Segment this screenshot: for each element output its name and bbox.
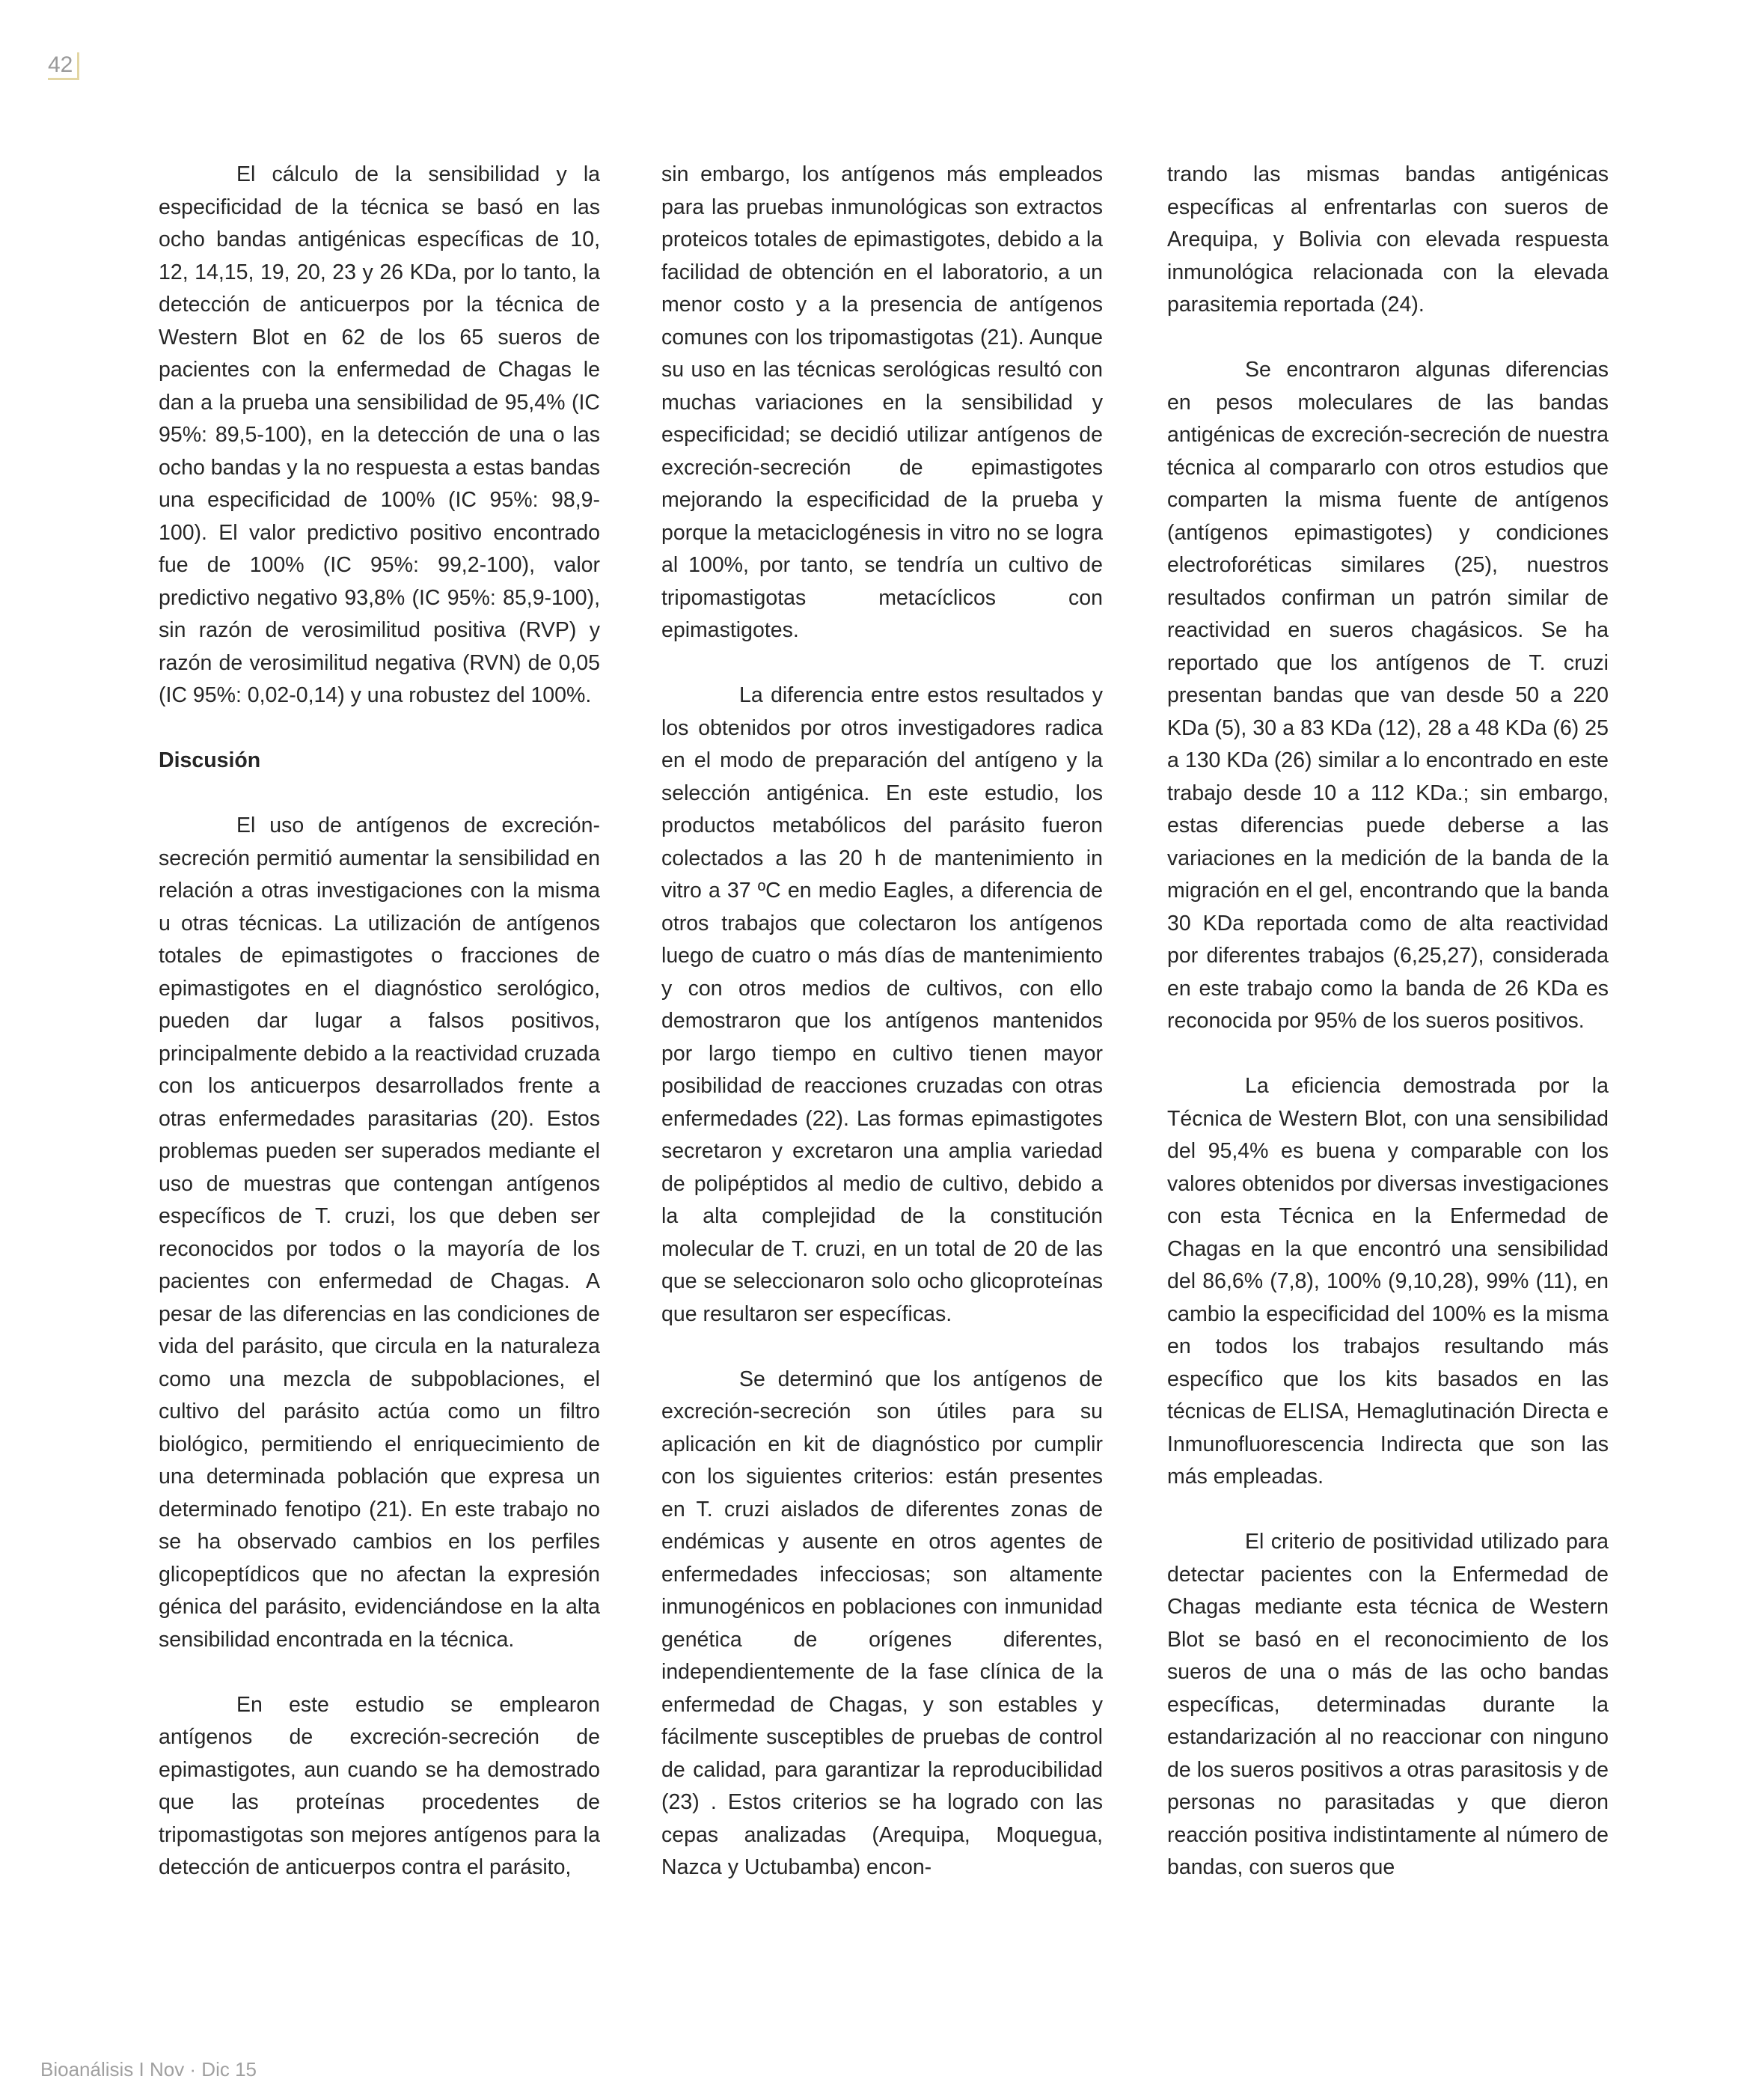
paragraph-efficiency: La eficiencia demostrada por la Técnica de Western Blot, con una sensibilidad del 95,4% es buena y comparable con los valores obtenidos por diversas investigaciones con esta Técnica en la Enfermedad de Chagas en la que encontró una sensibilidad del 86,6% (7,8), 100% (9,10,28), 99% (11), en cambio la especificidad del 100% es la misma en todos los trabajos resultando más específico que los kits basados en las técnicas de ELISA, Hemaglutinación Directa e Inmunofluorescencia Indirecta que son las más empleadas. [1167,1074,1609,1489]
paragraph-positivity-criterion: El criterio de positividad utilizado para detectar pacientes con la Enfermedad de Chagas mediante esta técnica de Western Blot se basó en el reconocimiento de los sueros de una o más de las ocho bandas específicas, determinadas durante la estandarización al no reaccionar con ninguno de los sueros positivos a otras parasitosis y de personas no parasitadas y que dieron reacción positiva indistintamente al número de bandas, con sueros que [1167,1530,1609,1879]
paragraph-diagnostic-kit: Se determinó que los antígenos de excreción-secreción son útiles para su aplicación en kit de diagnóstico por cumplir con los siguientes criterios: están presentes en T. cruzi aislados de diferentes zonas de endémicas y ausente en otros agentes de enfermedades infecciosas; son altamente inmunogénicos en poblaciones con inmunidad genética de orígenes diferentes, independientemente de la fase clínica de la enfermedad de Chagas, y son estables y fácilmente susceptibles de pruebas de control de calidad, para garantizar la reproducibilidad (23) . Estos criterios se ha logrado con las cepas analizadas (Arequipa, Moquegua, Nazca y Uctubamba) encon- [661,1367,1103,1879]
section-heading-discusion: Discusión [159,748,261,772]
paragraph-molecular-weights: Se encontraron algunas diferencias en pesos moleculares de las bandas antigénicas de excreción-secreción de nuestra técnica al compararlo con otros estudios que comparten la misma fuente de antígenos (antígenos epimastigotes) y condiciones electroforéticas similares (25), nuestros resultados confirman un patrón similar de reactividad en sueros chagásicos. Se ha reportado que los antígenos de T. cruzi presentan bandas que van desde 50 a 220 KDa (5), 30 a 83 KDa (12), 28 a 48 KDa (6) 25 a 130 KDa (26) similar a lo encontrado en este trabajo desde 10 a 112 KDa.; sin embargo, estas diferencias puede deberse a las variaciones en la medición de la banda de la migración en el gel, encontrando que la banda 30 KDa reportada como de alta reactividad por diferentes trabajos (6,25,27), considerada en este trabajo como la banda de 26 KDa es reconocida por 95% de los sueros positivos. [1167,358,1609,1033]
paragraph-discussion-epimastigotes: En este estudio se emplearon antígenos de excreción-secreción de epimastigotes, aun cuando se ha demostrado que las proteínas procedentes de tripomastigotas son mejores antígenos para la detección de anticuerpos contra el parásito, [159,1692,600,1879]
paragraph-differences-results: La diferencia entre estos resultados y los obtenidos por otros investigadores radica en el modo de preparación del antígeno y la selección antigénica. En este estudio, los productos metabólicos del parásito fueron colectados a las 20 h de mantenimiento in vitro a 37 ºC en medio Eagles, a diferencia de otros trabajos que colectaron los antígenos luego de cuatro o más días de mantenimiento y con otros medios de cultivos, con ello demostraron que los antígenos mantenidos por largo tiempo en cultivo tienen mayor posibilidad de reacciones cruzadas con otras enfermedades (22). Las formas epimastigotes secretaron y excretaron una amplia variedad de polipéptidos al medio de cultivo, debido a la alta complejidad de la constitución molecular de T. cruzi, en un total de 20 de las que se seleccionaron solo ocho glicoproteínas que resultaron ser específicas. [661,683,1103,1326]
paragraph-continued-strains: trando las mismas bandas antigénicas específicas al enfrentarlas con sueros de Arequipa, y Bolivia con elevada respuesta inmunológica relacionada con la elevada parasitemia reportada (24). [1167,162,1609,317]
paragraph-discussion-antigens: El uso de antígenos de excreción-secreción permitió aumentar la sensibilidad en relación a otras investigaciones con la misma u otras técnicas. La utilización de antígenos totales de epimastigotes o fracciones de epimastigotes en el diagnóstico serológico, pueden dar lugar a falsos positivos, principalmente debido a la reactividad cruzada con los anticuerpos desarrollados frente a otras enfermedades parasitarias (20). Estos problemas pueden ser superados mediante el uso de muestras que contengan antígenos específicos de T. cruzi, los que deben ser reconocidos por todos o la mayoría de los pacientes con enfermedad de Chagas. A pesar de las diferencias en las condiciones de vida del parásito, que circula en la naturaleza como una mezcla de subpoblaciones, el cultivo del parásito actúa como un filtro biológico, permitiendo el enriquecimiento de una determinada población que expresa un determinado fenotipo (21). En este trabajo no se ha observado cambios en los perfiles glicopeptídicos que no afectan la expresión génica del parásito, evidenciándose en la alta sensibilidad encontrada en la técnica. [159,814,600,1652]
text-column-1 [159,159,600,1917]
page-number: 42 [48,52,79,80]
paragraph-continued-antigens: sin embargo, los antígenos más empleados para las pruebas inmunológicas son extractos proteicos totales de epimastigotes, debido a la facilidad de obtención en el laboratorio, a un menor costo y a la presencia de antígenos comunes con los tripomastigotas (21). Aunque su uso en las técnicas serológicas resultó con muchas variaciones en la sensibilidad y especificidad; se decidió utilizar antígenos de excreción-secreción de epimastigotes mejorando la especificidad de la prueba y porque la metaciclogénesis in vitro no se logra al 100%, por tanto, se tendría un cultivo de tripomastigotas metacíclicos con epimastigotes. [661,162,1103,642]
journal-footer: Bioanálisis I Nov · Dic 15 [40,2058,257,2081]
paragraph-results-sensitivity: El cálculo de la sensibilidad y la especificidad de la técnica se basó en las ocho bandas antigénicas específicas de 10, 12, 14,15, 19, 20, 23 y 26 KDa, por lo tanto, la detección de anticuerpos por la técnica de Western Blot en 62 de los 65 sueros de pacientes con la enfermedad de Chagas le dan a la prueba una sensibilidad de 95,4% (IC 95%: 89,5-100), en la detección de una o las ocho bandas y la no respuesta a estas bandas una especificidad de 100% (IC 95%: 98,9-100). El valor predictivo positivo encontrado fue de 100% (IC 95%: 99,2-100), valor predictivo negativo 93,8% (IC 95%: 85,9-100), sin razón de verosimilitud positiva (RVP) y razón de verosimilitud negativa (RVN) de 0,05 (IC 95%: 0,02-0,14) y una robustez del 100%. [159,162,600,707]
text-column-2 [661,159,1103,1917]
text-column-3 [1167,159,1609,1917]
